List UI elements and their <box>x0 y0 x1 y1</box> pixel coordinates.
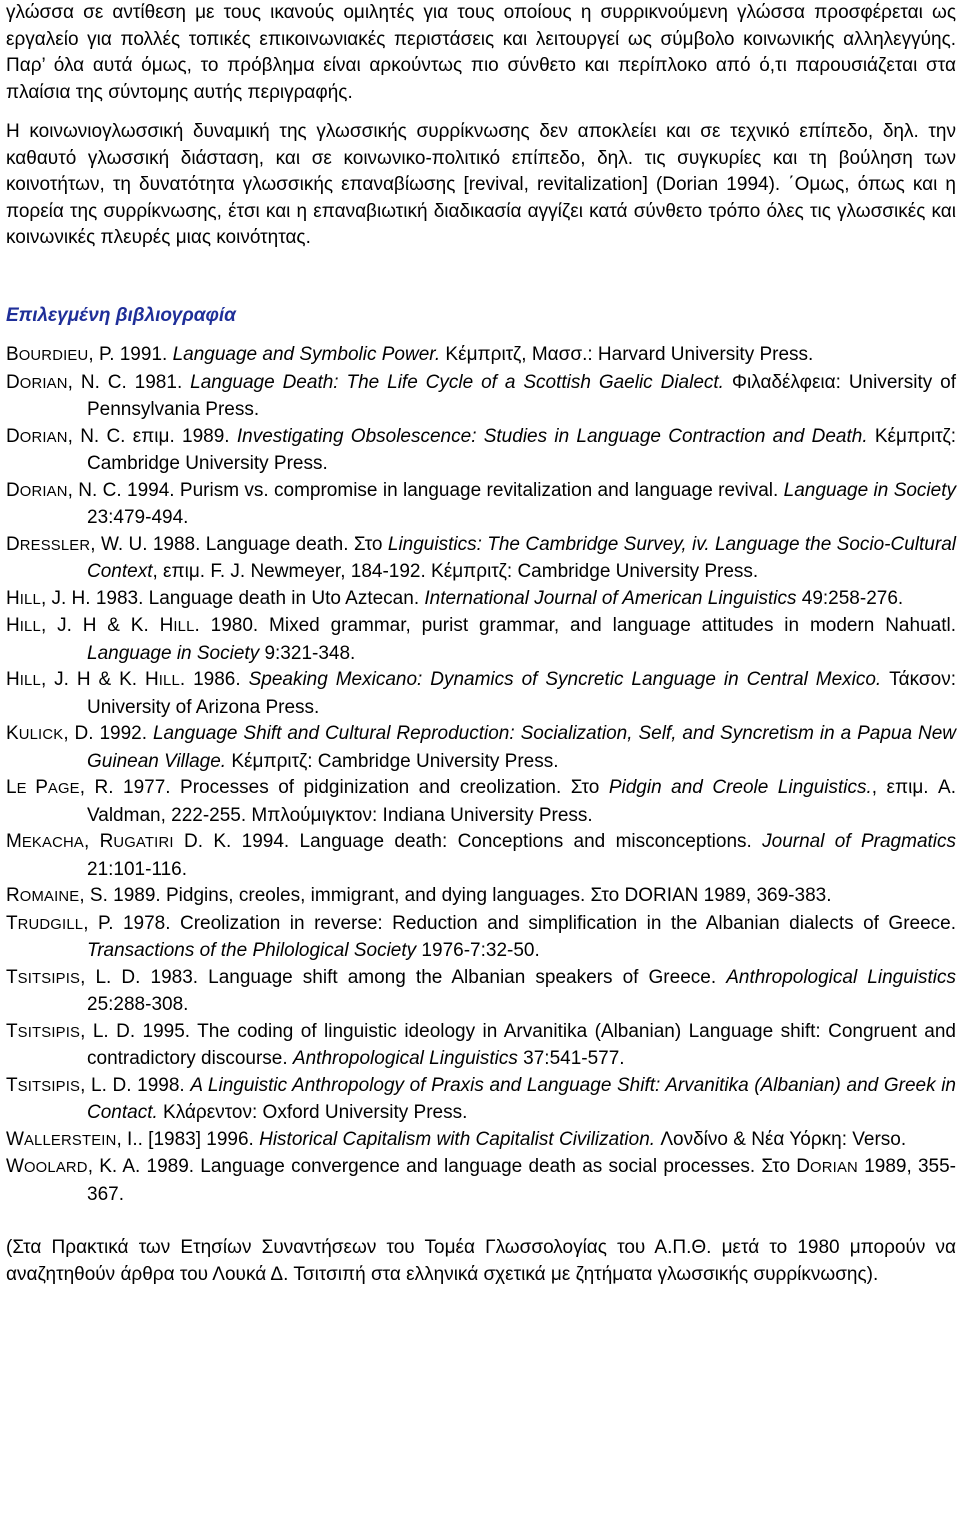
final-note: (Στα Πρακτικά των Ετησίων Συναντήσεων του Τομέα Γλωσσολογίας του Α.Π.Θ. μετά το 1980 μπορούν να αναζητηθούν άρθρα του Λουκά Δ. Τσιτσιπή στα ελληνικά σχετικά με ζητήματα γλωσσικής συρρίκνωσης). <box>6 1237 956 1285</box>
bib-entry: WOOLARD, K. A. 1989. Language convergence and language death as social processes. Στο DORIAN 1989, 355-367. <box>6 1156 956 1205</box>
bib-entry: HILL, J. H. 1983. Language death in Uto Aztecan. International Journal of American Linguistics 49:258-276. <box>6 587 904 609</box>
bib-entry: BOURDIEU, P. 1991. Language and Symbolic Power. Κέμπριτζ, Μασσ.: Harvard University Press. <box>6 344 814 365</box>
second-paragraph: Η κοινωνιογλωσσική δυναμική της γλωσσικής συρρίκνωσης δεν αποκλείει και σε τεχνικό επίπεδο, δηλ. την καθαυτό γλωσσική διάσταση, και σε κοινωνικο-πολιτικό επίπεδο, δηλ. τις συγκυρίες και τη βούληση των κοινοτήτων, τη δυνατότητα γλωσσικής επαναβίωσης [revival, revitalization] (Dorian 1994). ΄Ομως, όπως και η πορεία της συρρίκνωσης, έτσι και η επαναβιωτική διαδικασία αγγίζει κατά σύνθετο τρόπο όλες τις γλωσσικές και κοινωνικές πλευρές μιας κοινότητας. <box>6 121 956 248</box>
bib-entry: DORIAN, N. C. επιμ. 1989. Investigating Obsolescence: Studies in Language Contraction and Death. Κέμπριτζ: Cambridge University Press. <box>6 425 956 474</box>
bib-entry: WALLERSTEIN, I.. [1983] 1996. Historical Capitalism with Capitalist Civilization. Λονδίνο & Νέα Υόρκη: Verso. <box>6 1128 907 1150</box>
bib-entry: TRUDGILL, P. 1978. Creolization in reverse: Reduction and simplification in the Albanian dialects of Greece. Transactions of the Philological Society 1976-7:32-50. <box>6 912 956 961</box>
bib-entry: MEKACHA, RUGATIRI D. K. 1994. Language death: Conceptions and misconceptions. Journal of Pragmatics 21:101-116. <box>6 831 957 880</box>
bib-entry: HILL, J. H & K. HILL. 1980. Mixed grammar, purist grammar, and language attitudes in modern Nahuatl. Language in Society 9:321-348. <box>6 615 956 664</box>
bib-entry: TSITSIPIS, L. D. 1998. A Linguistic Anthropology of Praxis and Language Shift: Arvanitika (Albanian) and Greek in Contact. Κλάρεντον: Oxford University Press. <box>6 1074 956 1123</box>
bib-entry: TSITSIPIS, L. D. 1995. The coding of linguistic ideology in Arvanitika (Albanian) Language shift: Congruent and contradictory discourse. Anthropological Linguistics 37:541-577. <box>6 1020 956 1069</box>
bibliography-heading: Επιλεγμένη βιβλιογραφία <box>6 304 236 326</box>
bib-entry: DRESSLER, W. U. 1988. Language death. Στο Linguistics: The Cambridge Survey, iv. Language the Socio-Cultural Context, επιμ. F. J. Newmeyer, 184-192. Κέμπριτζ: Cambridge University Press. <box>6 533 956 582</box>
bib-entry: DORIAN, N. C. 1981. Language Death: The Life Cycle of a Scottish Gaelic Dialect. Φιλαδέλφεια: University of Pennsylvania Press. <box>6 371 956 420</box>
bib-entry: TSITSIPIS, L. D. 1983. Language shift among the Albanian speakers of Greece. Anthropological Linguistics 25:288-308. <box>6 966 956 1015</box>
bibliography-list <box>6 342 956 1208</box>
bib-entry: HILL, J. H & K. HILL. 1986. Speaking Mexicano: Dynamics of Syncretic Language in Central Mexico. Τάκσον: University of Arizona Press. <box>6 669 956 718</box>
bib-entry: KULICK, D. 1992. Language Shift and Cultural Reproduction: Socialization, Self, and Syncretism in a Papua New Guinean Village. Κέμπριτζ: Cambridge University Press. <box>6 723 956 772</box>
document-page <box>6 0 956 1288</box>
bib-entry: DORIAN, N. C. 1994. Purism vs. compromise in language revitalization and language revival. Language in Society 23:479-494. <box>6 479 957 528</box>
intro-paragraph: γλώσσα σε αντίθεση με τους ικανούς ομιλητές για τους οποίους η συρρικνούμενη γλώσσα προσφέρεται ως εργαλείο για πολλές τοπικές επικοινωνιακές περιστάσεις και λειτουργεί ως σύμβολο κοινωνικής αλληλεγγύης. Παρ’ όλα αυτά όμως, το πρόβλημα είναι αρκούντως πιο σύνθετο και περίπλοκο από ό,τι παρουσιάζεται στα πλαίσια της σύντομης αυτής περιγραφής. <box>6 2 956 103</box>
bib-entry: ROMAINE, S. 1989. Pidgins, creoles, immigrant, and dying languages. Στο DORIAN 1989, 369-383. <box>6 885 832 906</box>
bib-entry: LE PAGE, R. 1977. Processes of pidginization and creolization. Στο Pidgin and Creole Linguistics., επιμ. A. Valdman, 222-255. Μπλούμιγκτον: Indiana University Press. <box>6 777 956 826</box>
